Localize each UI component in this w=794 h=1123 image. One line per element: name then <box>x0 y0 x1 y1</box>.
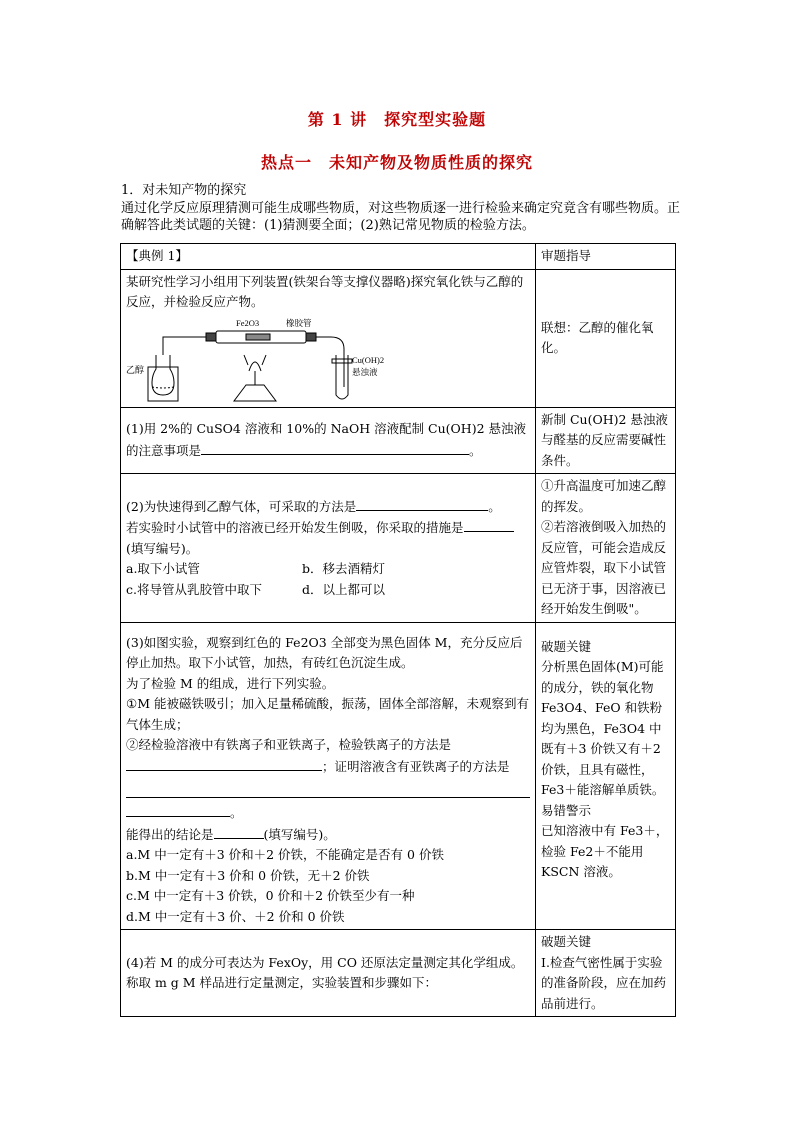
q2-option-c: c.将导管从乳胶管中取下 <box>126 581 262 597</box>
q1-text: (1)用 2%的 CuSO4 溶液和 10%的 NaOH 溶液配制 Cu(OH)2 悬浊液的注意事项是 <box>126 421 526 458</box>
q2b-text: 若实验时小试管中的溶液已经开始发生倒吸，你采取的措施是 <box>126 520 464 535</box>
row2-question <box>121 407 536 474</box>
label-suspension: 悬浊液 <box>352 367 378 378</box>
row5-guide: 破题关键 Ⅰ.检查气密性属于实验的准备阶段，应在加药品前进行。 <box>536 930 676 1017</box>
q3-p4a: ②经检验溶液中有铁离子和亚铁离子，检验铁离子的方法是 <box>126 737 452 752</box>
q3-p5-end: (填写编号)。 <box>263 826 336 842</box>
apparatus-figure <box>126 315 456 405</box>
q2-options-row1 <box>126 559 530 580</box>
q2-part-b <box>126 517 530 559</box>
table-row-q1 <box>121 407 676 474</box>
q2b-answer-blank[interactable] <box>464 517 514 532</box>
row1-text: 某研究性学习小组用下列装置(铁架台等支撑仪器略)探究氧化铁与乙醇的反应，并检验反应产物。 <box>126 273 524 309</box>
label-rubber-tube: 橡胶管 <box>286 318 312 329</box>
row4-question <box>121 622 536 930</box>
alcohol-lamp <box>234 385 276 401</box>
q3-fe3-method-blank[interactable] <box>126 756 322 771</box>
q3-p5 <box>126 824 530 846</box>
section-title: 热点一 未知产物及物质性质的探究 <box>260 153 533 172</box>
q3-p4-end: 。 <box>230 805 243 820</box>
label-cuoh2: Cu(OH)2 <box>352 354 385 365</box>
ethanol-flask <box>152 355 174 395</box>
intro-heading: 1．对未知产物的探究 <box>121 183 247 198</box>
q3-option-c: c.M 中一定有＋3 价铁，0 价和＋2 价铁至少有一种 <box>126 888 415 903</box>
q3-option-b: b.M 中一定有＋3 价和 0 价铁，无＋2 价铁 <box>126 867 370 883</box>
q3-fe2-method-blank[interactable] <box>126 779 530 798</box>
q2a-answer-blank[interactable] <box>356 496 488 511</box>
row1-question <box>121 269 536 407</box>
q2b-text-end: (填写编号)。 <box>126 540 199 556</box>
q2-part-a <box>126 496 530 518</box>
row3-guide: ①升高温度可加速乙醇的挥发。 ②若溶液倒吸入加热的反应管，可能会造成反应管炸裂，取下小试管已无济于事，因溶液已经开始发生倒吸"。 <box>536 474 676 623</box>
example-table <box>120 243 676 1017</box>
q2-options-row2 <box>126 580 530 601</box>
table-row-intro <box>121 269 676 407</box>
q2a-text-end: 。 <box>488 498 501 514</box>
row4-guide: 破题关键 分析黑色固体(M)可能的成分，铁的氧化物 Fe3O4、FeO 和铁粉均为黑色，Fe3O4 中既有＋3 价铁又有＋2 价铁，且具有磁性，Fe3＋能溶解单质铁。 易错警示 已知溶液中有 Fe3＋，检验 Fe2＋不能用 KSCN 溶液。 <box>536 622 676 930</box>
q3-p4-end-line <box>126 802 530 824</box>
table-row-q2 <box>121 474 676 623</box>
q3-conclusion-blank[interactable] <box>214 824 264 839</box>
table-row-q4 <box>121 930 676 1017</box>
intro-paragraph: 通过化学反应原理猜测可能生成哪些物质，对这些物质逐一进行检验来确定究竟含有哪些物质。正确解答此类试题的关键：(1)猜测要全面；(2)熟记常见物质的检验方法。 <box>121 200 681 233</box>
q1-answer-blank[interactable] <box>201 440 469 455</box>
table-header-row <box>121 244 676 270</box>
label-ethanol: 乙醇 <box>126 365 145 376</box>
lecture-title: 第 1 讲 探究型实验题 <box>307 110 487 129</box>
q3-option-d: d.M 中一定有＋3 价、＋2 价和 0 价铁 <box>126 908 345 924</box>
q3-p2: 为了检验 M 的组成，进行下列实验。 <box>126 675 335 691</box>
q2a-text: (2)为快速得到乙醇气体，可采取的方法是 <box>126 498 357 514</box>
q3-p3: ①M 能被磁铁吸引；加入足量稀硫酸，振荡，固体全部溶解，未观察到有气体生成； <box>126 696 529 732</box>
label-fe2o3: Fe2O3 <box>236 317 260 328</box>
intro <box>121 182 681 235</box>
fe2o3-sample <box>246 334 270 340</box>
q3-p4 <box>126 735 530 777</box>
q3-option-a: a.M 中一定有＋3 价和＋2 价铁，不能确定是否有 0 价铁 <box>126 847 444 862</box>
rubber-tube <box>331 337 344 387</box>
q3-fe2-method-blank-2[interactable] <box>126 802 230 817</box>
q3-p5-text: 能得出的结论是 <box>126 826 214 842</box>
table-row-q3 <box>121 622 676 930</box>
flame <box>249 362 261 371</box>
q2-option-d: d．以上都可以 <box>302 581 386 597</box>
q3-p4b: ；证明溶液含有亚铁离子的方法是 <box>322 758 510 774</box>
q3-p1: (3)如图实验，观察到红色的 Fe2O3 全部变为黑色固体 M，充分反应后停止加热。取下小试管，加热，有砖红色沉淀生成。 <box>126 634 523 670</box>
row3-question <box>121 474 536 623</box>
row1-guide: 联想：乙醇的催化氧化。 <box>536 269 676 407</box>
header-guide: 审题指导 <box>536 244 676 270</box>
q2-option-a: a.取下小试管 <box>126 561 200 576</box>
row2-guide: 新制 Cu(OH)2 悬浊液与醛基的反应需要碱性条件。 <box>536 407 676 474</box>
q2-option-b: b．移去酒精灯 <box>302 561 386 576</box>
q1-text-end: 。 <box>469 442 482 458</box>
test-tube <box>336 355 348 399</box>
row5-question: (4)若 M 的成分可表达为 FexOy，用 CO 还原法定量测定其化学组成。称取 m g M 样品进行定量测定，实验装置和步骤如下： <box>121 930 536 1017</box>
header-example: 【典例 1】 <box>121 244 536 270</box>
